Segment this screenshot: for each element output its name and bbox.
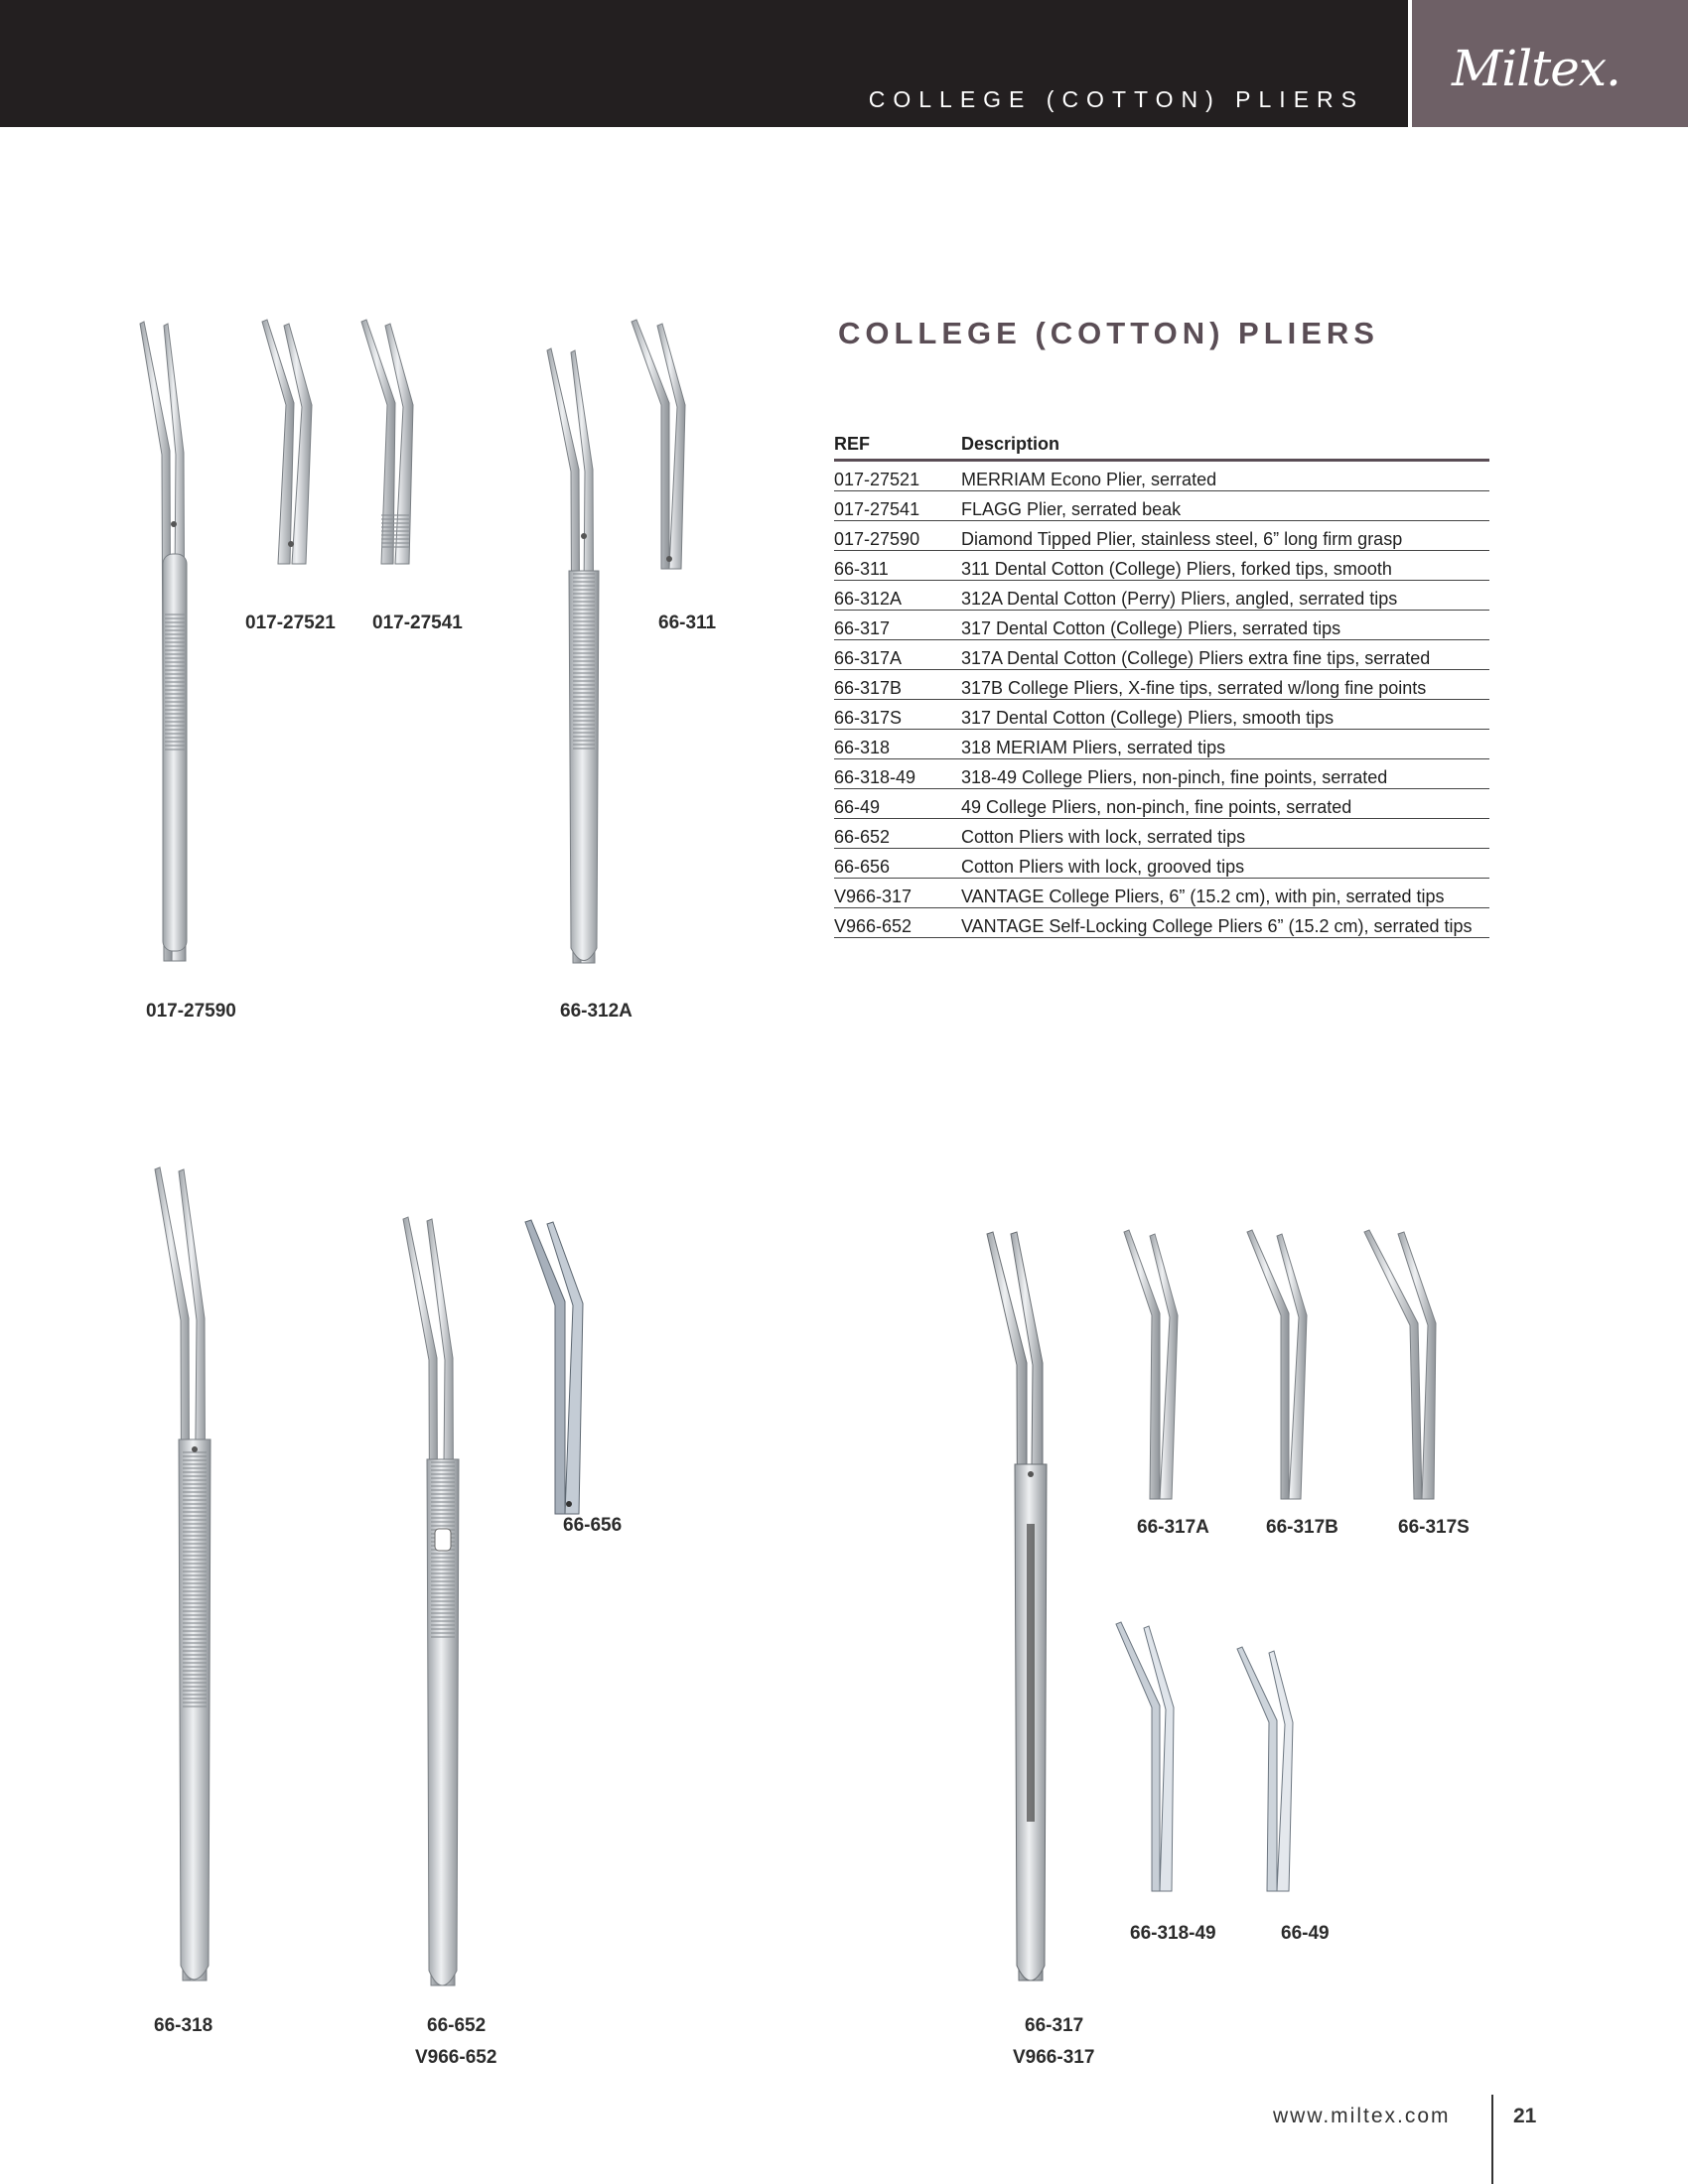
footer-divider — [1491, 2095, 1493, 2184]
plier-66-318-image — [149, 1161, 238, 1995]
ref-cell: 017-27541 — [834, 491, 961, 521]
table-row — [834, 461, 1489, 491]
header-bar — [0, 0, 1408, 127]
table-row — [834, 521, 1489, 551]
section-title: COLLEGE (COTTON) PLIERS — [838, 316, 1379, 350]
col-header-description: Description — [961, 431, 1489, 461]
plier-66-312A-image — [541, 342, 626, 978]
plier-66-317S-image — [1358, 1226, 1448, 1504]
brand-logo: Miltex. — [1452, 40, 1620, 97]
plier-66-656-image — [521, 1216, 611, 1524]
table-row — [834, 551, 1489, 581]
plier-66-317-image — [983, 1226, 1077, 1995]
label-V966-317: V966-317 — [1013, 2047, 1095, 2068]
table-row — [834, 730, 1489, 759]
table-header-row — [834, 431, 1489, 461]
ref-cell: 66-49 — [834, 789, 961, 819]
ref-cell: 66-312A — [834, 581, 961, 611]
table-row — [834, 759, 1489, 789]
table-row — [834, 879, 1489, 908]
label-66-317B: 66-317B — [1266, 1517, 1338, 1538]
label-66-317S: 66-317S — [1398, 1517, 1470, 1538]
label-V966-652: V966-652 — [415, 2047, 497, 2068]
label-66-49: 66-49 — [1281, 1923, 1330, 1944]
table-row — [834, 700, 1489, 730]
plier-66-49-image — [1231, 1643, 1321, 1896]
plier-017-27590-image — [134, 316, 213, 976]
plier-66-652-image — [397, 1211, 487, 2000]
description-cell: 317 Dental Cotton (College) Pliers, serrated tips — [961, 611, 1489, 640]
table-row — [834, 611, 1489, 640]
description-cell: Diamond Tipped Plier, stainless steel, 6” long firm grasp — [961, 521, 1489, 551]
description-cell: 49 College Pliers, non-pinch, fine points, serrated — [961, 789, 1489, 819]
ref-cell: 017-27521 — [834, 461, 961, 491]
table-row — [834, 849, 1489, 879]
ref-cell: 66-652 — [834, 819, 961, 849]
description-cell: Cotton Pliers with lock, serrated tips — [961, 819, 1489, 849]
description-cell: 318-49 College Pliers, non-pinch, fine points, serrated — [961, 759, 1489, 789]
col-header-ref: REF — [834, 431, 961, 461]
footer-url[interactable]: www.miltex.com — [1273, 2105, 1451, 2127]
description-cell: 311 Dental Cotton (College) Pliers, forked tips, smooth — [961, 551, 1489, 581]
description-cell: VANTAGE College Pliers, 6” (15.2 cm), with pin, serrated tips — [961, 879, 1489, 908]
ref-cell: 66-317B — [834, 670, 961, 700]
label-66-317: 66-317 — [1025, 2015, 1084, 2036]
description-cell: 312A Dental Cotton (Perry) Pliers, angled, serrated tips — [961, 581, 1489, 611]
description-cell: MERRIAM Econo Plier, serrated — [961, 461, 1489, 491]
label-66-656: 66-656 — [563, 1515, 623, 1536]
ref-cell: 66-656 — [834, 849, 961, 879]
label-017-27590: 017-27590 — [146, 1001, 236, 1022]
label-66-317A: 66-317A — [1137, 1517, 1209, 1538]
plier-017-27521-image — [258, 316, 338, 574]
table-row — [834, 908, 1489, 938]
ref-cell: 66-317A — [834, 640, 961, 670]
plier-66-311-image — [626, 316, 710, 574]
table-row — [834, 491, 1489, 521]
description-cell: 317A Dental Cotton (College) Pliers extra fine tips, serrated — [961, 640, 1489, 670]
description-cell: 317 Dental Cotton (College) Pliers, smooth tips — [961, 700, 1489, 730]
table-row — [834, 581, 1489, 611]
ref-cell: 66-311 — [834, 551, 961, 581]
page-number: 21 — [1513, 2105, 1537, 2127]
label-017-27521: 017-27521 — [245, 613, 336, 633]
description-cell: FLAGG Plier, serrated beak — [961, 491, 1489, 521]
plier-66-317B-image — [1241, 1226, 1331, 1504]
table-row — [834, 670, 1489, 700]
brand-box — [1412, 0, 1688, 127]
label-66-318: 66-318 — [154, 2015, 213, 2036]
ref-cell: 66-317 — [834, 611, 961, 640]
label-66-311: 66-311 — [658, 613, 717, 633]
label-66-652: 66-652 — [427, 2015, 487, 2036]
plier-66-317A-image — [1120, 1226, 1209, 1504]
ref-cell: 66-318-49 — [834, 759, 961, 789]
ref-cell: 66-317S — [834, 700, 961, 730]
table-row — [834, 789, 1489, 819]
ref-cell: 017-27590 — [834, 521, 961, 551]
table-row — [834, 819, 1489, 849]
description-cell: VANTAGE Self-Locking College Pliers 6” (15.2 cm), serrated tips — [961, 908, 1489, 938]
ref-cell: 66-318 — [834, 730, 961, 759]
description-cell: 317B College Pliers, X-fine tips, serrated w/long fine points — [961, 670, 1489, 700]
plier-017-27541-image — [357, 316, 447, 574]
ref-table — [834, 431, 1489, 938]
ref-cell: V966-317 — [834, 879, 961, 908]
label-66-312A: 66-312A — [560, 1001, 633, 1022]
label-66-318-49: 66-318-49 — [1130, 1923, 1216, 1944]
table-row — [834, 640, 1489, 670]
label-017-27541: 017-27541 — [372, 613, 463, 633]
ref-cell: V966-652 — [834, 908, 961, 938]
description-cell: 318 MERIAM Pliers, serrated tips — [961, 730, 1489, 759]
plier-66-318-49-image — [1110, 1618, 1199, 1896]
description-cell: Cotton Pliers with lock, grooved tips — [961, 849, 1489, 879]
header-title: COLLEGE (COTTON) PLIERS — [868, 86, 1364, 112]
